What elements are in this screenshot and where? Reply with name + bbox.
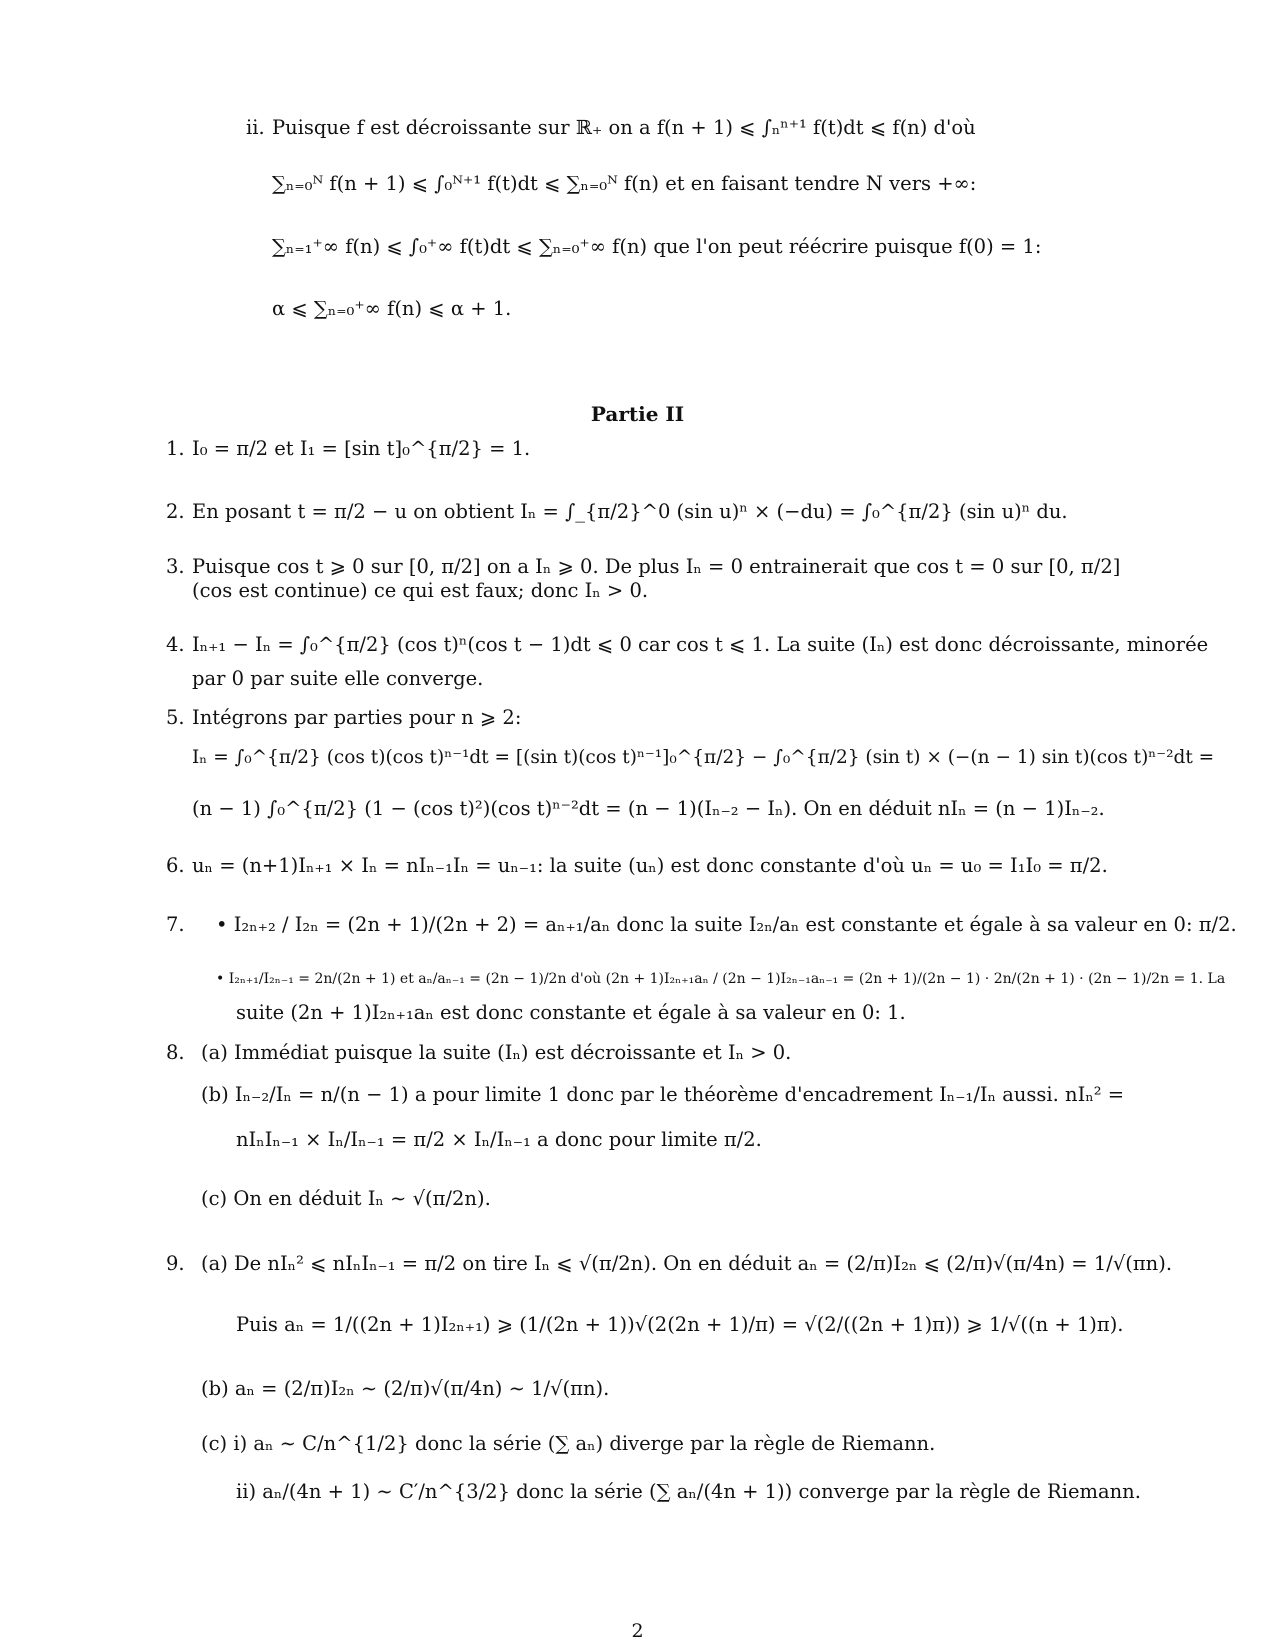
item-number: 1. (166, 437, 185, 460)
item-number: 9. (166, 1252, 185, 1275)
item-number: 4. (166, 633, 185, 656)
text-line: suite (2n + 1)I₂ₙ₊₁aₙ est donc constante et égale à sa valeur en 0: 1. (236, 1001, 906, 1024)
text-line: (c) On en déduit Iₙ ∼ √(π/2n). (201, 1187, 491, 1210)
text-line: (cos est continue) ce qui est faux; donc Iₙ > 0. (192, 579, 649, 602)
item-number: 2. (166, 500, 185, 523)
text-line: (n − 1) ∫₀^{π/2} (1 − (cos t)²)(cos t)ⁿ⁻²dt = (n − 1)(Iₙ₋₂ − Iₙ). On en déduit nIₙ = (n − 1)Iₙ₋₂. (192, 797, 1105, 820)
text-line: Intégrons par parties pour n ⩾ 2: (192, 706, 522, 729)
text-line: ∑ₙ₌₀ᴺ f(n + 1) ⩽ ∫₀ᴺ⁺¹ f(t)dt ⩽ ∑ₙ₌₀ᴺ f(n) et en faisant tendre N vers +∞: (272, 172, 977, 195)
item-number: 7. (166, 913, 185, 936)
text-line: (a) Immédiat puisque la suite (Iₙ) est décroissante et Iₙ > 0. (201, 1041, 792, 1064)
text-line: par 0 par suite elle converge. (192, 667, 484, 690)
item-number: 6. (166, 854, 185, 877)
text-line: α ⩽ ∑ₙ₌₀⁺∞ f(n) ⩽ α + 1. (272, 297, 512, 320)
text-line: • I₂ₙ₊₁/I₂ₙ₋₁ = 2n/(2n + 1) et aₙ/aₙ₋₁ = (2n − 1)/2n d'où (2n + 1)I₂ₙ₊₁aₙ / (2n − 1)I₂ₙ₋₁aₙ₋₁ = (2n + 1)/(2n − 1) · 2n/(2n + 1) · (2n − 1)/2n = 1. La (216, 971, 1226, 987)
text-line: En posant t = π/2 − u on obtient Iₙ = ∫_{π/2}^0 (sin u)ⁿ × (−du) = ∫₀^{π/2} (sin u)ⁿ du. (192, 500, 1068, 523)
item-number: 3. (166, 555, 185, 578)
item-number: 5. (166, 706, 185, 729)
text-line: Iₙ = ∫₀^{π/2} (cos t)(cos t)ⁿ⁻¹dt = [(sin t)(cos t)ⁿ⁻¹]₀^{π/2} − ∫₀^{π/2} (sin t) × (−(n − 1) sin t)(cos t)ⁿ⁻²dt = (192, 747, 1215, 768)
text-line: Puisque cos t ⩾ 0 sur [0, π/2] on a Iₙ ⩾ 0. De plus Iₙ = 0 entrainerait que cos t = 0 sur [0, π/2] (192, 555, 1121, 578)
text-line: (a) De nIₙ² ⩽ nIₙIₙ₋₁ = π/2 on tire Iₙ ⩽ √(π/2n). On en déduit aₙ = (2/π)I₂ₙ ⩽ (2/π)√(π/4n) = 1/√(πn). (201, 1252, 1173, 1275)
text-line: ∑ₙ₌₁⁺∞ f(n) ⩽ ∫₀⁺∞ f(t)dt ⩽ ∑ₙ₌₀⁺∞ f(n) que l'on peut réécrire puisque f(0) = 1: (272, 235, 1042, 258)
item-number: 8. (166, 1041, 185, 1064)
text-line: Puisque f est décroissante sur ℝ₊ on a f(n + 1) ⩽ ∫ₙⁿ⁺¹ f(t)dt ⩽ f(n) d'où (272, 116, 976, 139)
text-line: ii) aₙ/(4n + 1) ∼ C′/n^{3/2} donc la série (∑ aₙ/(4n + 1)) converge par la règle de Riemann. (236, 1480, 1141, 1503)
text-line: Puis aₙ = 1/((2n + 1)I₂ₙ₊₁) ⩾ (1/(2n + 1))√(2(2n + 1)/π) = √(2/((2n + 1)π)) ⩾ 1/√((n + 1)π). (236, 1313, 1124, 1336)
text-line: • I₂ₙ₊₂ / I₂ₙ = (2n + 1)/(2n + 2) = aₙ₊₁/aₙ donc la suite I₂ₙ/aₙ est constante et égale à sa valeur en 0: π/2. (216, 913, 1237, 936)
text-line: (b) Iₙ₋₂/Iₙ = n/(n − 1) a pour limite 1 donc par le théorème d'encadrement Iₙ₋₁/Iₙ aussi. nIₙ² = (201, 1083, 1125, 1106)
text-line: nIₙIₙ₋₁ × Iₙ/Iₙ₋₁ = π/2 × Iₙ/Iₙ₋₁ a donc pour limite π/2. (236, 1128, 762, 1151)
text-line: uₙ = (n+1)Iₙ₊₁ × Iₙ = nIₙ₋₁Iₙ = uₙ₋₁: la suite (uₙ) est donc constante d'où uₙ = u₀ = I₁I₀ = π/2. (192, 854, 1108, 877)
section-heading: Partie II (590, 402, 685, 426)
text-line: (c) i) aₙ ∼ C/n^{1/2} donc la série (∑ aₙ) diverge par la règle de Riemann. (201, 1432, 936, 1455)
text-line: (b) aₙ = (2/π)I₂ₙ ∼ (2/π)√(π/4n) ∼ 1/√(πn). (201, 1377, 610, 1400)
text-line: I₀ = π/2 et I₁ = [sin t]₀^{π/2} = 1. (192, 437, 531, 460)
page-number: 2 (631, 1620, 644, 1642)
item-label: ii. (246, 116, 265, 139)
text-line: Iₙ₊₁ − Iₙ = ∫₀^{π/2} (cos t)ⁿ(cos t − 1)dt ⩽ 0 car cos t ⩽ 1. La suite (Iₙ) est donc décroissante, minorée (192, 633, 1209, 656)
